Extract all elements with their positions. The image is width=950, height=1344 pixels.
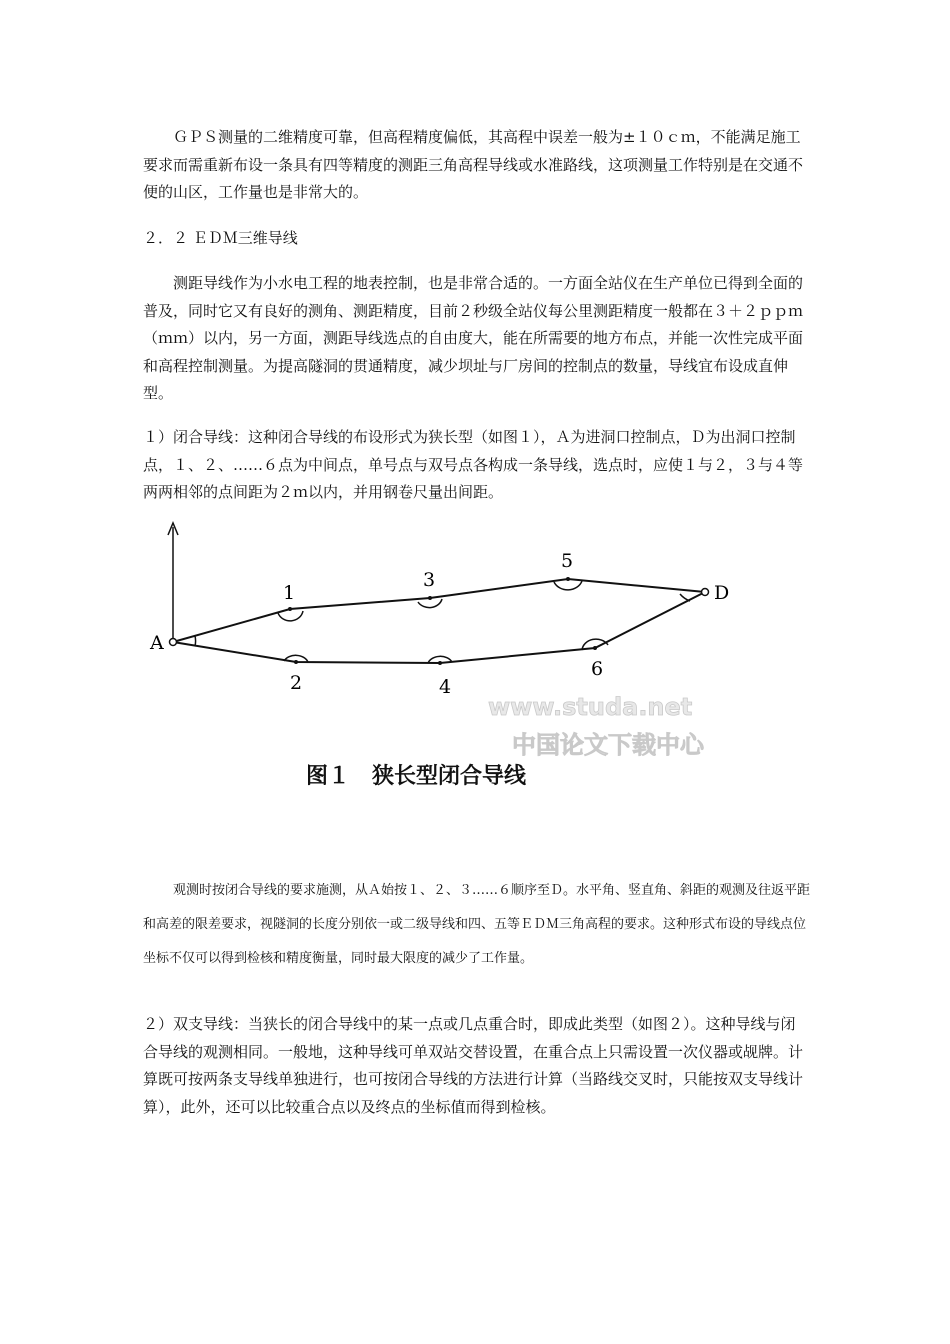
- station-5-marker: [566, 577, 570, 581]
- station-d-marker: [702, 589, 709, 596]
- station-3-marker: [428, 596, 432, 600]
- angle-arc-1: [278, 611, 303, 621]
- angle-arc-3: [418, 599, 442, 608]
- angle-arc-5: [554, 581, 582, 590]
- label-2: 2: [290, 672, 303, 694]
- station-4-marker: [438, 661, 442, 665]
- watermark-url: www.studa.net: [488, 693, 693, 721]
- figure-closed-traverse: [140, 515, 760, 809]
- angle-arc-d: [680, 594, 690, 601]
- paragraph-observation: 观测时按闭合导线的要求施测，从Ａ始按１、２、３……６顺序至Ｄ。水平角、竖直角、斜距的观测及往返平距和高差的限差要求，视隧洞的长度分别依一或二级导线和四、五等ＥＤＭ三角高程的要求。这种形式布设的导线点位坐标不仅可以得到检核和精度衡量，同时最大限度的减少了工作量。: [143, 883, 811, 966]
- label-3: 3: [423, 569, 436, 591]
- paragraph-edm-traverse: 测距导线作为小水电工程的地表控制，也是非常合适的。一方面全站仪在生产单位已得到全面的普及，同时它又有良好的测角、测距精度，目前２秒级全站仪每公里测距精度一般都在３＋２ｐｐｍ（ｍｍ）以内，另一方面，测距导线选点的自由度大，能在所需要的地方布点，并能一次性完成平面和高程控制测量。为提高隧洞的贯通精度，减少坝址与厂房间的控制点的数量，导线宜布设成直伸型。: [143, 274, 804, 402]
- station-2-marker: [294, 660, 298, 664]
- label-5: 5: [561, 550, 574, 572]
- watermark-site-name: 中国论文下载中心: [512, 731, 704, 759]
- traverse-lower-line: [173, 592, 705, 663]
- section-heading-edm: ２．２ ＥＤＭ三维导线: [143, 229, 298, 247]
- station-1-marker: [288, 607, 292, 611]
- station-6-marker: [593, 646, 597, 650]
- paragraph-gps-accuracy: ＧＰＳ测量的二维精度可靠，但高程精度偏低，其高程中误差一般为±１０ｃｍ，不能满足施工要求而需重新布设一条具有四等精度的测距三角高程导线或水准路线，这项测量工作特别是在交通不便的山区，工作量也是非常大的。: [143, 128, 804, 201]
- angle-arc-a: [195, 636, 196, 646]
- label-4: 4: [439, 676, 452, 698]
- label-1: 1: [283, 582, 296, 604]
- label-d: D: [714, 582, 730, 604]
- label-a: A: [150, 632, 164, 654]
- figure-caption: 图１ 狭长型闭合导线: [306, 764, 527, 789]
- traverse-diagram: [140, 515, 760, 805]
- paragraph-double-branch-traverse: ２）双支导线：当狭长的闭合导线中的某一点或几点重合时，即成此类型（如图２）。这种导线与闭合导线的观测相同。一般地，这种导线可单双站交替设置，在重合点上只需设置一次仪器或觇牌。计算既可按两条支导线单独进行，也可按闭合导线的方法进行计算（当路线交叉时，只能按双支导线计算），此外，还可以比较重合点以及终点的坐标值而得到检核。: [143, 1015, 804, 1116]
- paragraph-closed-traverse: １）闭合导线：这种闭合导线的布设形式为狭长型（如图１），Ａ为进洞口控制点，Ｄ为出洞口控制点，１、２、……６点为中间点，单号点与双号点各构成一条导线，选点时，应使１与２，３与４等两两相邻的点间距为２ｍ以内，并用钢卷尺量出间距。: [143, 428, 804, 501]
- station-a-marker: [170, 639, 177, 646]
- label-6: 6: [591, 658, 604, 680]
